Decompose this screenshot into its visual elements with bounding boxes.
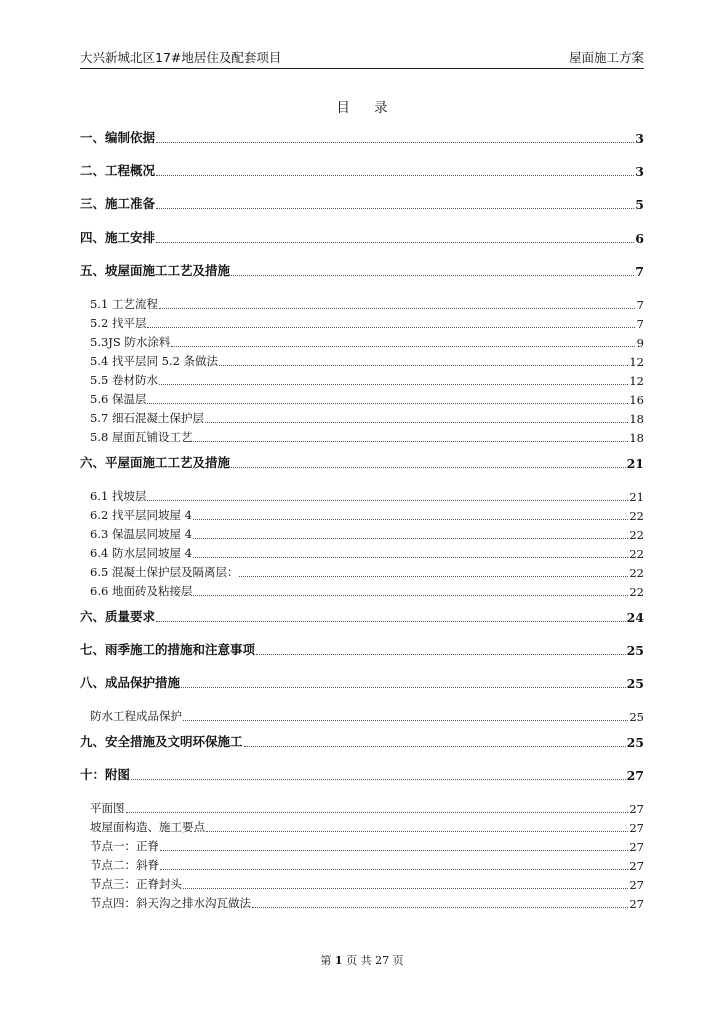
- toc-entry-text: 6.1 找坡层: [90, 489, 147, 503]
- toc-entry-page: 27: [629, 802, 644, 816]
- toc-entry[interactable]: [80, 642, 644, 658]
- document-title: 屋面施工方案: [568, 50, 644, 65]
- toc-entry[interactable]: [90, 545, 644, 561]
- toc-entry[interactable]: [90, 526, 644, 542]
- toc-entry-page: 7: [636, 317, 644, 331]
- toc-entry-text: 二、工程概况: [80, 163, 156, 178]
- toc-entry-text: 十：附图: [80, 767, 131, 782]
- toc-entry-text: 五、坡屋面施工工艺及措施: [80, 263, 231, 278]
- toc-leader: [147, 327, 635, 328]
- toc-entry-page: 22: [629, 566, 644, 580]
- toc-entry-text: 5.5 卷材防水: [90, 373, 158, 387]
- toc-entry[interactable]: [90, 296, 644, 312]
- toc-entry[interactable]: [90, 895, 644, 911]
- toc-leader: [160, 850, 628, 851]
- toc-entry-page: 25: [626, 676, 644, 691]
- total-page-number: 27: [375, 954, 390, 967]
- toc-entry-text: 节点一：正脊: [90, 839, 159, 853]
- toc-entry[interactable]: [90, 372, 644, 388]
- toc-entry-page: 27: [629, 840, 644, 854]
- toc-entry-text: 节点四：斜天沟之排水沟瓦做法: [90, 896, 251, 910]
- toc-entry-page: 18: [629, 412, 644, 426]
- toc-leader: [156, 621, 626, 622]
- toc-entry-text: 坡屋面构造、施工要点: [90, 820, 205, 834]
- toc-entry-page: 7: [635, 264, 644, 279]
- toc-entry[interactable]: [90, 410, 644, 426]
- toc-leader: [193, 538, 628, 539]
- toc-entry[interactable]: [80, 675, 644, 691]
- toc-entry[interactable]: [90, 800, 644, 816]
- toc-leader: [160, 869, 628, 870]
- toc-leader: [126, 812, 629, 813]
- toc-leader: [239, 576, 628, 577]
- toc-entry-page: 27: [629, 821, 644, 835]
- toc-entry-text: 5.3JS 防水涂料: [90, 335, 171, 349]
- toc-entry[interactable]: [90, 819, 644, 835]
- toc-entry[interactable]: [90, 838, 644, 854]
- toc-leader: [183, 720, 628, 721]
- toc-leader: [219, 365, 628, 366]
- toc-entry-page: 21: [629, 490, 644, 504]
- toc-entry[interactable]: [80, 734, 644, 750]
- footer-middle: 页 共: [346, 954, 372, 967]
- toc-entry-page: 24: [626, 610, 644, 625]
- toc-leader: [231, 275, 634, 276]
- toc-leader: [131, 779, 626, 780]
- current-page-number: 1: [334, 954, 343, 967]
- toc-entry-text: 6.5 混凝土保护层及隔离层：: [90, 565, 239, 579]
- toc-leader: [159, 308, 635, 309]
- toc-entry[interactable]: [90, 876, 644, 892]
- toc-entry[interactable]: [90, 334, 644, 350]
- toc-entry-page: 3: [635, 131, 644, 146]
- toc-entry-text: 6.6 地面砖及粘接层: [90, 584, 193, 598]
- toc-leader: [256, 654, 626, 655]
- toc-entry[interactable]: [80, 767, 644, 783]
- toc-entry-page: 3: [635, 164, 644, 179]
- toc-entry[interactable]: [90, 353, 644, 369]
- footer-suffix: 页: [392, 954, 404, 967]
- toc-entry-page: 25: [626, 735, 644, 750]
- toc-entry-text: 5.7 细石混凝土保护层: [90, 411, 204, 425]
- toc-leader: [183, 888, 628, 889]
- page-footer: [0, 952, 724, 968]
- toc-entry-page: 27: [629, 878, 644, 892]
- toc-entry-text: 九、安全措施及文明环保施工: [80, 734, 243, 749]
- toc-entry[interactable]: [90, 507, 644, 523]
- toc-entry-page: 22: [629, 528, 644, 542]
- toc-entry-text: 防水工程成品保护: [90, 709, 182, 723]
- toc-leader: [147, 403, 628, 404]
- toc-leader: [206, 831, 628, 832]
- toc-entry[interactable]: [80, 230, 644, 246]
- toc-entry[interactable]: [80, 263, 644, 279]
- toc-leader: [147, 500, 628, 501]
- toc-entry[interactable]: [90, 315, 644, 331]
- toc-entry-page: 6: [635, 231, 644, 246]
- toc-entry[interactable]: [80, 130, 644, 146]
- toc-entry-page: 27: [629, 897, 644, 911]
- toc-entry-page: 25: [629, 710, 644, 724]
- toc-leader: [252, 907, 628, 908]
- toc-entry-text: 节点三：正脊封头: [90, 877, 182, 891]
- toc-entry-page: 16: [629, 393, 644, 407]
- toc-entry-page: 27: [626, 768, 644, 783]
- toc-entry-text: 5.8 屋面瓦铺设工艺: [90, 430, 193, 444]
- toc-entry-page: 12: [629, 374, 644, 388]
- toc-entry[interactable]: [90, 564, 644, 580]
- toc-entry-text: 一、编制依据: [80, 130, 156, 145]
- toc-entry[interactable]: [90, 429, 644, 445]
- toc-leader: [181, 687, 626, 688]
- toc-heading: 目 录: [336, 100, 398, 116]
- project-name: 大兴新城北区17#地居住及配套项目: [80, 50, 282, 65]
- toc-leader: [193, 519, 628, 520]
- toc-entry-text: 六、质量要求: [80, 609, 156, 624]
- toc-entry-page: 22: [629, 547, 644, 561]
- toc-entry[interactable]: [90, 391, 644, 407]
- toc-leader: [159, 384, 628, 385]
- toc-entry-text: 6.3 保温层同坡屋 4: [90, 527, 192, 541]
- toc-entry-text: 5.4 找平层同 5.2 条做法: [90, 354, 219, 368]
- toc-entry-page: 5: [635, 197, 644, 212]
- toc-leader: [156, 175, 634, 176]
- toc-entry[interactable]: [90, 857, 644, 873]
- toc-entry[interactable]: [80, 163, 644, 179]
- page-header: [80, 50, 644, 69]
- toc-leader: [231, 467, 626, 468]
- toc-leader: [156, 208, 634, 209]
- toc-entry-page: 7: [636, 298, 644, 312]
- toc-entry-page: 27: [629, 859, 644, 873]
- toc-entry-text: 6.2 找平层同坡屋 4: [90, 508, 192, 522]
- toc-entry-text: 三、施工准备: [80, 196, 156, 211]
- toc-entry-page: 22: [629, 509, 644, 523]
- toc-entry[interactable]: [80, 609, 644, 625]
- toc-entry-text: 5.2 找平层: [90, 316, 147, 330]
- toc-entry-text: 5.1 工艺流程: [90, 297, 158, 311]
- toc-entry-text: 八、成品保护措施: [80, 675, 181, 690]
- toc-leader: [244, 746, 626, 747]
- toc-entry-text: 平面图: [90, 801, 125, 815]
- toc-entry-text: 七、雨季施工的措施和注意事项: [80, 642, 256, 657]
- toc-entry-text: 四、施工安排: [80, 230, 156, 245]
- toc-leader: [171, 346, 635, 347]
- toc-entry[interactable]: [80, 196, 644, 212]
- toc-entry[interactable]: [90, 488, 644, 504]
- toc-leader: [156, 142, 634, 143]
- toc-entry[interactable]: [90, 708, 644, 724]
- toc-leader: [193, 595, 628, 596]
- toc-leader: [193, 557, 628, 558]
- toc-entry[interactable]: [80, 455, 644, 471]
- toc-entry-page: 12: [629, 355, 644, 369]
- toc-entry-text: 6.4 防水层同坡屋 4: [90, 546, 192, 560]
- toc-entry[interactable]: [90, 583, 644, 599]
- toc-entry-text: 5.6 保温层: [90, 392, 147, 406]
- toc-entry-page: 21: [626, 456, 644, 471]
- toc-entry-page: 18: [629, 431, 644, 445]
- toc-leader: [156, 242, 634, 243]
- toc-leader: [193, 441, 628, 442]
- toc-leader: [205, 422, 628, 423]
- toc-entry-page: 22: [629, 585, 644, 599]
- footer-prefix: 第: [320, 954, 332, 967]
- toc-entry-page: 25: [626, 643, 644, 658]
- toc-entry-text: 六、平屋面施工工艺及措施: [80, 455, 231, 470]
- toc-entry-text: 节点二：斜脊: [90, 858, 159, 872]
- toc-entry-page: 9: [636, 336, 644, 350]
